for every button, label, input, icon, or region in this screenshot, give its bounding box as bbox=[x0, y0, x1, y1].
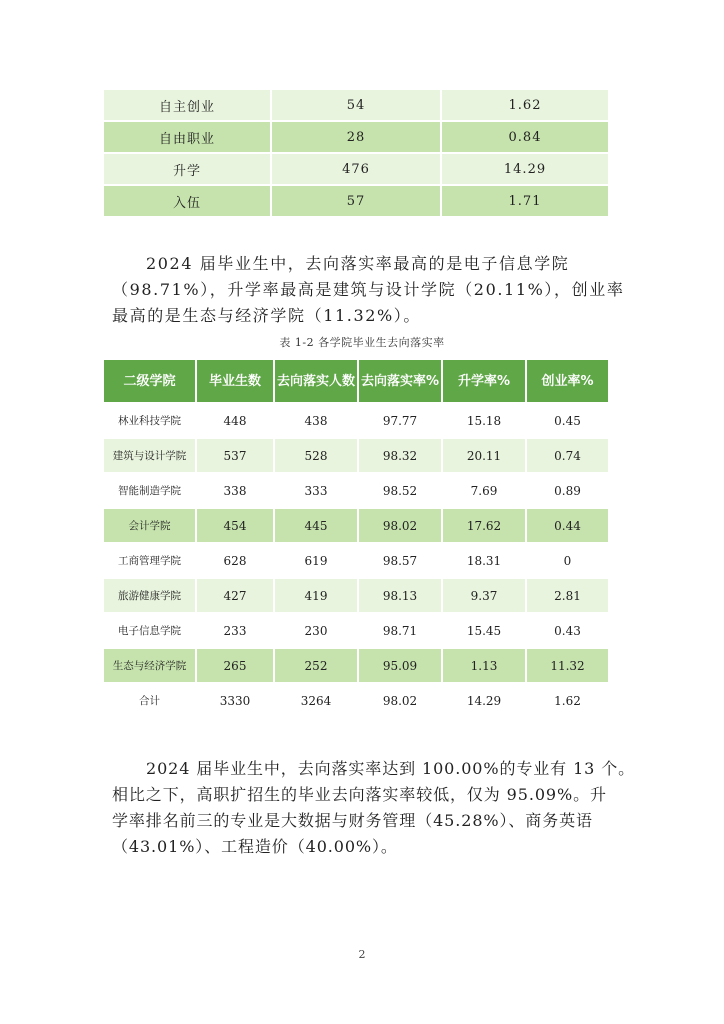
table-cell: 95.09 bbox=[358, 648, 442, 683]
table-row bbox=[103, 121, 609, 153]
table-cell: 419 bbox=[274, 578, 358, 613]
table-cell: 438 bbox=[274, 403, 358, 438]
table-row bbox=[103, 508, 609, 543]
table-cell: 54 bbox=[271, 89, 441, 121]
table-cell: 28 bbox=[271, 121, 441, 153]
column-header: 创业率% bbox=[526, 359, 609, 403]
page-number: 2 bbox=[358, 948, 366, 961]
table-cell: 333 bbox=[274, 473, 358, 508]
paragraph-line: （43.01%）、工程造价（40.00%）。 bbox=[112, 837, 398, 856]
summary-paragraph-1 bbox=[112, 251, 625, 329]
table-cell: 1.13 bbox=[442, 648, 526, 683]
table-cell: 98.32 bbox=[358, 438, 442, 473]
table-cell: 628 bbox=[196, 543, 274, 578]
table-cell: 0.43 bbox=[526, 613, 609, 648]
table-cell: 11.32 bbox=[526, 648, 609, 683]
column-header: 去向落实率% bbox=[358, 359, 442, 403]
table-cell: 电子信息学院 bbox=[103, 613, 196, 648]
table-cell: 入伍 bbox=[103, 185, 271, 217]
paragraph-line: 最高的是生态与经济学院（11.32%）。 bbox=[112, 306, 422, 325]
table-row bbox=[103, 153, 609, 185]
table-cell: 98.71 bbox=[358, 613, 442, 648]
column-header: 毕业生数 bbox=[196, 359, 274, 403]
table-cell: 建筑与设计学院 bbox=[103, 438, 196, 473]
table-cell: 9.37 bbox=[442, 578, 526, 613]
table-cell: 旅游健康学院 bbox=[103, 578, 196, 613]
table-row bbox=[103, 89, 609, 121]
paragraph-line: 2024 届毕业生中，去向落实率最高的是电子信息学院 bbox=[146, 254, 570, 273]
table-cell: 445 bbox=[274, 508, 358, 543]
table-cell: 林业科技学院 bbox=[103, 403, 196, 438]
college-outcome-table bbox=[102, 358, 610, 719]
table-cell: 2.81 bbox=[526, 578, 609, 613]
table-cell: 97.77 bbox=[358, 403, 442, 438]
table-cell: 自由职业 bbox=[103, 121, 271, 153]
column-header: 二级学院 bbox=[103, 359, 196, 403]
table-cell: 工商管理学院 bbox=[103, 543, 196, 578]
table-cell: 252 bbox=[274, 648, 358, 683]
table-cell: 0.74 bbox=[526, 438, 609, 473]
table-cell: 17.62 bbox=[442, 508, 526, 543]
table-cell: 230 bbox=[274, 613, 358, 648]
table-cell: 454 bbox=[196, 508, 274, 543]
table-cell: 15.18 bbox=[442, 403, 526, 438]
table-row bbox=[103, 578, 609, 613]
table-cell: 98.02 bbox=[358, 508, 442, 543]
table-cell: 1.62 bbox=[526, 683, 609, 718]
table-cell: 98.57 bbox=[358, 543, 442, 578]
summary-paragraph-2 bbox=[112, 756, 636, 860]
paragraph-line: （98.71%），升学率最高是建筑与设计学院（20.11%），创业率 bbox=[112, 280, 625, 299]
table-cell: 1.62 bbox=[441, 89, 609, 121]
employment-type-table bbox=[102, 88, 610, 218]
table-header-row bbox=[103, 359, 609, 403]
table-row bbox=[103, 438, 609, 473]
table-cell: 233 bbox=[196, 613, 274, 648]
table-row bbox=[103, 473, 609, 508]
table-cell: 15.45 bbox=[442, 613, 526, 648]
table-cell: 18.31 bbox=[442, 543, 526, 578]
table-cell: 升学 bbox=[103, 153, 271, 185]
table-cell: 0.44 bbox=[526, 508, 609, 543]
table-cell: 476 bbox=[271, 153, 441, 185]
table-cell: 0 bbox=[526, 543, 609, 578]
table-cell: 98.13 bbox=[358, 578, 442, 613]
table-cell: 0.84 bbox=[441, 121, 609, 153]
table-caption: 表 1-2 各学院毕业生去向落实率 bbox=[279, 336, 445, 349]
paragraph-line: 2024 届毕业生中，去向落实率达到 100.00%的专业有 13 个。 bbox=[146, 759, 636, 778]
table-cell: 3264 bbox=[274, 683, 358, 718]
table-row bbox=[103, 185, 609, 217]
table-row bbox=[103, 543, 609, 578]
table-cell: 0.45 bbox=[526, 403, 609, 438]
table-cell: 537 bbox=[196, 438, 274, 473]
table-cell: 0.89 bbox=[526, 473, 609, 508]
table-row bbox=[103, 613, 609, 648]
table-cell: 智能制造学院 bbox=[103, 473, 196, 508]
table-cell: 98.02 bbox=[358, 683, 442, 718]
column-header: 升学率% bbox=[442, 359, 526, 403]
table-cell: 合计 bbox=[103, 683, 196, 718]
table-cell: 528 bbox=[274, 438, 358, 473]
table-cell: 338 bbox=[196, 473, 274, 508]
paragraph-line: 学率排名前三的专业是大数据与财务管理（45.28%）、商务英语 bbox=[112, 811, 593, 830]
table-cell: 20.11 bbox=[442, 438, 526, 473]
table-total-row bbox=[103, 683, 609, 718]
table-cell: 619 bbox=[274, 543, 358, 578]
table-cell: 7.69 bbox=[442, 473, 526, 508]
table-cell: 3330 bbox=[196, 683, 274, 718]
table-row bbox=[103, 648, 609, 683]
table-cell: 265 bbox=[196, 648, 274, 683]
table-row bbox=[103, 403, 609, 438]
table-cell: 98.52 bbox=[358, 473, 442, 508]
column-header: 去向落实人数 bbox=[274, 359, 358, 403]
table-cell: 427 bbox=[196, 578, 274, 613]
table-cell: 1.71 bbox=[441, 185, 609, 217]
table-cell: 57 bbox=[271, 185, 441, 217]
table-cell: 自主创业 bbox=[103, 89, 271, 121]
table-cell: 生态与经济学院 bbox=[103, 648, 196, 683]
table-cell: 448 bbox=[196, 403, 274, 438]
table-cell: 14.29 bbox=[441, 153, 609, 185]
table-cell: 会计学院 bbox=[103, 508, 196, 543]
paragraph-line: 相比之下，高职扩招生的毕业去向落实率较低，仅为 95.09%。升 bbox=[112, 785, 607, 804]
table-cell: 14.29 bbox=[442, 683, 526, 718]
